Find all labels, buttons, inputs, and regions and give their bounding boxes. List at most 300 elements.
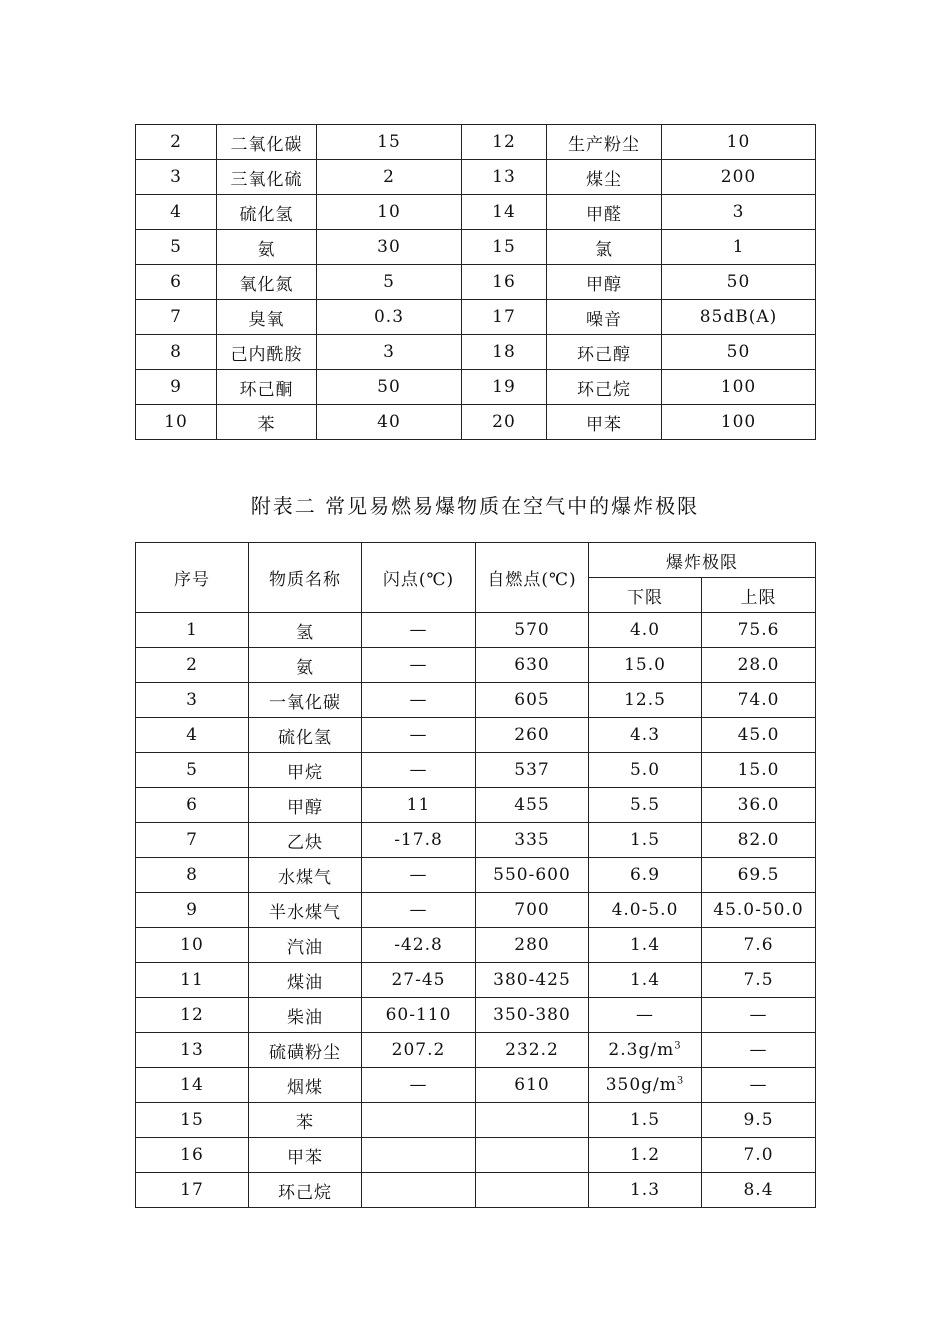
table-cell bbox=[476, 788, 589, 823]
cell-value: 12 bbox=[180, 1005, 204, 1025]
table-cell bbox=[462, 370, 547, 405]
cell-value: 三氧化硫 bbox=[230, 169, 303, 190]
table-cell bbox=[136, 1173, 249, 1208]
cell-value: 环己烷 bbox=[278, 1182, 332, 1203]
cell-value: 5.5 bbox=[629, 795, 661, 815]
exposure-limits-table bbox=[135, 124, 816, 440]
table-cell bbox=[462, 335, 547, 370]
table-cell bbox=[589, 718, 702, 753]
table-cell bbox=[136, 788, 249, 823]
table-cell bbox=[476, 893, 589, 928]
table-cell bbox=[547, 300, 662, 335]
header-autoignition-point: 自燃点(℃) bbox=[476, 543, 589, 613]
table-cell bbox=[476, 613, 589, 648]
cell-value: — bbox=[409, 725, 428, 745]
table-cell bbox=[702, 718, 816, 753]
cell-value: 16 bbox=[180, 1145, 204, 1165]
table-cell bbox=[362, 998, 476, 1033]
cell-value: 100 bbox=[720, 412, 757, 432]
table-row bbox=[136, 300, 816, 335]
table-cell bbox=[462, 405, 547, 440]
cell-value: 15 bbox=[492, 237, 516, 257]
cell-value: 汽油 bbox=[287, 937, 323, 958]
cell-value: 4 bbox=[170, 202, 182, 222]
table-row bbox=[136, 405, 816, 440]
table-cell bbox=[662, 405, 816, 440]
table-cell bbox=[136, 405, 217, 440]
cell-value: 15.0 bbox=[624, 655, 666, 675]
table-cell bbox=[317, 160, 462, 195]
table-cell bbox=[589, 1103, 702, 1138]
table-cell bbox=[476, 648, 589, 683]
cell-value: — bbox=[749, 1040, 768, 1060]
table-cell bbox=[249, 753, 362, 788]
table-cell bbox=[362, 648, 476, 683]
table-cell bbox=[249, 998, 362, 1033]
table-cell bbox=[589, 823, 702, 858]
table-cell bbox=[249, 823, 362, 858]
table-cell bbox=[217, 125, 317, 160]
cell-value: — bbox=[636, 1005, 654, 1025]
table-row bbox=[136, 1068, 816, 1103]
cell-value: 14 bbox=[492, 202, 516, 222]
table-cell bbox=[317, 265, 462, 300]
table-cell bbox=[136, 1068, 249, 1103]
cell-value: 己内酰胺 bbox=[230, 344, 303, 365]
table-cell bbox=[702, 1033, 816, 1068]
table-cell bbox=[702, 648, 816, 683]
table-row bbox=[136, 963, 816, 998]
table-cell bbox=[317, 335, 462, 370]
cell-value: 20 bbox=[492, 412, 516, 432]
table-cell bbox=[362, 893, 476, 928]
cell-value: 硫磺粉尘 bbox=[269, 1042, 341, 1063]
cell-value: 50 bbox=[726, 272, 751, 292]
table-cell bbox=[462, 265, 547, 300]
table-cell bbox=[547, 335, 662, 370]
table-row bbox=[136, 648, 816, 683]
cell-value: 11 bbox=[406, 795, 431, 815]
table-cell bbox=[476, 1138, 589, 1173]
cell-value: 14 bbox=[180, 1075, 204, 1095]
table-cell bbox=[317, 300, 462, 335]
cell-value: 100 bbox=[720, 377, 757, 397]
cell-value: — bbox=[409, 620, 428, 640]
header-flash-point: 闪点(℃) bbox=[362, 543, 476, 613]
cell-value: 3 bbox=[170, 167, 182, 187]
cell-value: 甲醇 bbox=[586, 274, 622, 295]
table-cell bbox=[217, 370, 317, 405]
cell-value: 40 bbox=[377, 412, 401, 432]
exposure-limits-table-body bbox=[136, 125, 816, 440]
table-cell bbox=[589, 963, 702, 998]
table-cell bbox=[249, 648, 362, 683]
cell-value: 45.0-50.0 bbox=[713, 900, 804, 920]
cell-value: 12 bbox=[492, 132, 516, 152]
table-cell bbox=[362, 1103, 476, 1138]
cell-value: 28.0 bbox=[737, 655, 780, 675]
cell-value: 5 bbox=[186, 760, 198, 780]
explosion-limits-table-header bbox=[136, 543, 816, 613]
cell-value: 75.6 bbox=[737, 620, 780, 640]
table-cell bbox=[547, 125, 662, 160]
cell-value: 煤油 bbox=[287, 972, 323, 993]
cell-value: 9.5 bbox=[743, 1110, 774, 1130]
table-cell bbox=[217, 195, 317, 230]
cell-value: 5 bbox=[170, 237, 182, 257]
table-cell bbox=[249, 858, 362, 893]
table-cell bbox=[589, 648, 702, 683]
cell-value: 氨 bbox=[296, 657, 314, 678]
table-row bbox=[136, 1103, 816, 1138]
table-cell bbox=[136, 718, 249, 753]
table-cell bbox=[702, 1138, 816, 1173]
table-cell bbox=[136, 613, 249, 648]
table-row bbox=[136, 1173, 816, 1208]
cell-value: 环己酮 bbox=[239, 379, 294, 400]
cell-value: 8 bbox=[170, 342, 182, 362]
table-row bbox=[136, 683, 816, 718]
cell-value: 5.0 bbox=[629, 760, 661, 780]
table-cell bbox=[662, 160, 816, 195]
table-cell bbox=[136, 125, 217, 160]
cell-value: 85dB(A) bbox=[699, 307, 778, 327]
table-row bbox=[136, 1138, 816, 1173]
cell-value: 5 bbox=[383, 272, 395, 292]
unit-superscript: 3 bbox=[676, 1075, 685, 1087]
table-cell bbox=[702, 1173, 816, 1208]
table-cell bbox=[662, 230, 816, 265]
cell-value: 烟煤 bbox=[287, 1077, 323, 1098]
table-cell bbox=[362, 1068, 476, 1103]
cell-value: 17 bbox=[492, 307, 516, 327]
table-cell bbox=[136, 1103, 249, 1138]
table-cell bbox=[547, 195, 662, 230]
cell-value: 207.2 bbox=[391, 1040, 446, 1060]
table-cell bbox=[217, 300, 317, 335]
cell-value: — bbox=[409, 760, 428, 780]
cell-value: 半水煤气 bbox=[269, 902, 341, 923]
cell-value: 350-380 bbox=[493, 1005, 571, 1025]
table-cell bbox=[136, 893, 249, 928]
table-cell bbox=[589, 858, 702, 893]
cell-value: 1 bbox=[186, 620, 198, 640]
cell-value: 环己烷 bbox=[577, 379, 631, 400]
table-cell bbox=[662, 195, 816, 230]
table-cell bbox=[702, 1068, 816, 1103]
cell-value: 13 bbox=[180, 1040, 204, 1060]
cell-value: 4 bbox=[186, 725, 198, 745]
table-cell bbox=[249, 613, 362, 648]
cell-value: 9 bbox=[186, 900, 198, 920]
cell-value: 氯 bbox=[595, 239, 613, 260]
table-cell bbox=[476, 963, 589, 998]
cell-value: 232.2 bbox=[505, 1040, 559, 1060]
table-row bbox=[136, 613, 816, 648]
table-cell bbox=[136, 160, 217, 195]
cell-value: 50 bbox=[377, 377, 401, 397]
cell-value: 10 bbox=[726, 132, 751, 152]
cell-value: 8 bbox=[186, 865, 198, 885]
cell-value: 610 bbox=[514, 1075, 550, 1095]
table-cell bbox=[362, 928, 476, 963]
table-cell bbox=[462, 160, 547, 195]
cell-value: 260 bbox=[514, 725, 550, 745]
table-cell bbox=[136, 858, 249, 893]
table-cell bbox=[249, 928, 362, 963]
table-cell bbox=[362, 1138, 476, 1173]
table-cell bbox=[589, 1138, 702, 1173]
table-cell bbox=[136, 370, 217, 405]
header-explosion-limits: 爆炸极限 bbox=[589, 543, 816, 578]
header-no: 序号 bbox=[136, 543, 249, 613]
table-cell bbox=[462, 125, 547, 160]
table-cell bbox=[136, 753, 249, 788]
cell-value: 27-45 bbox=[391, 970, 446, 990]
cell-value: 2 bbox=[186, 655, 198, 675]
cell-value: 3 bbox=[732, 202, 745, 222]
table-cell bbox=[702, 753, 816, 788]
table-cell bbox=[462, 230, 547, 265]
table-cell bbox=[317, 195, 462, 230]
cell-value: 0.3 bbox=[373, 307, 405, 327]
table-cell bbox=[317, 405, 462, 440]
cell-value: 生产粉尘 bbox=[568, 134, 640, 155]
table-cell bbox=[362, 963, 476, 998]
table-cell bbox=[136, 648, 249, 683]
cell-value: 537 bbox=[514, 760, 550, 780]
table-cell bbox=[702, 963, 816, 998]
table-row bbox=[136, 823, 816, 858]
table-cell bbox=[476, 718, 589, 753]
table-cell bbox=[476, 1068, 589, 1103]
cell-value: 10 bbox=[180, 935, 204, 955]
cell-value: 2 bbox=[383, 167, 395, 187]
table-cell bbox=[702, 858, 816, 893]
cell-value: 455 bbox=[514, 795, 550, 815]
table-cell bbox=[702, 1103, 816, 1138]
cell-value: 7 bbox=[186, 830, 198, 850]
cell-value: 硫化氢 bbox=[278, 727, 332, 748]
table-cell bbox=[702, 928, 816, 963]
header-upper-limit: 上限 bbox=[702, 578, 816, 613]
cell-value: 环己醇 bbox=[577, 344, 631, 365]
cell-value: — bbox=[409, 865, 428, 885]
table-cell bbox=[136, 963, 249, 998]
table-cell bbox=[589, 683, 702, 718]
cell-value: 30 bbox=[377, 237, 401, 257]
cell-value: 3 bbox=[186, 690, 198, 710]
table-cell bbox=[249, 963, 362, 998]
table-cell bbox=[362, 753, 476, 788]
table-cell bbox=[589, 1173, 702, 1208]
cell-value: 12.5 bbox=[624, 690, 666, 710]
cell-value: 苯 bbox=[296, 1112, 314, 1133]
cell-value: 74.0 bbox=[737, 690, 780, 710]
table-cell bbox=[362, 788, 476, 823]
cell-value: 605 bbox=[514, 690, 550, 710]
cell-value: 4.0-5.0 bbox=[611, 900, 679, 920]
cell-value: 苯 bbox=[257, 414, 276, 435]
cell-value: 6 bbox=[170, 272, 182, 292]
cell-value: 1.3 bbox=[629, 1180, 661, 1200]
table-cell bbox=[136, 928, 249, 963]
cell-value: 550-600 bbox=[493, 865, 571, 885]
cell-value: 13 bbox=[492, 167, 516, 187]
table-cell bbox=[249, 1068, 362, 1103]
table-cell bbox=[136, 335, 217, 370]
table-row bbox=[136, 753, 816, 788]
table-cell bbox=[249, 718, 362, 753]
table-cell bbox=[136, 823, 249, 858]
cell-value: 380-425 bbox=[493, 970, 571, 990]
table-row bbox=[136, 1033, 816, 1068]
cell-value: 8.4 bbox=[743, 1180, 774, 1200]
cell-value: 36.0 bbox=[737, 795, 780, 815]
cell-value: 335 bbox=[514, 830, 550, 850]
table-row bbox=[136, 858, 816, 893]
cell-value: — bbox=[749, 1075, 768, 1095]
cell-value: 15.0 bbox=[737, 760, 780, 780]
cell-value: -17.8 bbox=[394, 830, 443, 850]
table-cell bbox=[476, 858, 589, 893]
cell-value: 硫化氢 bbox=[239, 204, 294, 225]
table-cell bbox=[317, 370, 462, 405]
table-cell bbox=[249, 1173, 362, 1208]
cell-value: 氨 bbox=[257, 239, 276, 260]
table-cell bbox=[589, 893, 702, 928]
table-cell bbox=[136, 230, 217, 265]
table-row bbox=[136, 370, 816, 405]
explosion-limits-table bbox=[135, 542, 816, 1208]
table-cell bbox=[362, 1033, 476, 1068]
cell-value: 1.2 bbox=[629, 1145, 661, 1165]
cell-value: 570 bbox=[514, 620, 550, 640]
table-cell bbox=[217, 405, 317, 440]
table-cell bbox=[476, 753, 589, 788]
table-cell bbox=[476, 1173, 589, 1208]
cell-value: 45.0 bbox=[737, 725, 780, 745]
table-row bbox=[136, 335, 816, 370]
cell-value: 50 bbox=[726, 342, 751, 362]
cell-value: 乙炔 bbox=[287, 832, 323, 853]
cell-value: 煤尘 bbox=[586, 169, 622, 190]
cell-value: 7.0 bbox=[743, 1145, 774, 1165]
table-cell bbox=[662, 125, 816, 160]
cell-value: 7.5 bbox=[743, 970, 774, 990]
cell-value: 甲苯 bbox=[287, 1147, 323, 1168]
table-row bbox=[136, 893, 816, 928]
cell-value: 3 bbox=[383, 342, 395, 362]
cell-value: 16 bbox=[492, 272, 516, 292]
cell-value: 氧化氮 bbox=[239, 274, 294, 295]
table-cell bbox=[547, 265, 662, 300]
cell-value: 10 bbox=[164, 412, 188, 432]
cell-value: 350g/m bbox=[605, 1075, 677, 1095]
cell-value: 69.5 bbox=[737, 865, 780, 885]
table-cell bbox=[547, 230, 662, 265]
table-cell bbox=[136, 265, 217, 300]
cell-value: 7.6 bbox=[743, 935, 774, 955]
cell-value: 9 bbox=[170, 377, 182, 397]
table-cell bbox=[476, 683, 589, 718]
cell-value: 7 bbox=[170, 307, 182, 327]
table-cell bbox=[589, 753, 702, 788]
table-row bbox=[136, 788, 816, 823]
cell-value: -42.8 bbox=[394, 935, 443, 955]
cell-value: — bbox=[749, 1005, 768, 1025]
table-row bbox=[136, 928, 816, 963]
table2-title: 附表二 常见易燃易爆物质在空气中的爆炸极限 bbox=[250, 494, 700, 518]
table-cell bbox=[217, 160, 317, 195]
table-row bbox=[136, 230, 816, 265]
cell-value: — bbox=[409, 900, 428, 920]
table-cell bbox=[662, 370, 816, 405]
explosion-limits-table-body bbox=[136, 613, 816, 1208]
header-lower-limit: 下限 bbox=[589, 578, 702, 613]
table-cell bbox=[249, 1138, 362, 1173]
table-cell bbox=[702, 788, 816, 823]
table-cell bbox=[589, 998, 702, 1033]
cell-value: 2.3g/m bbox=[608, 1040, 675, 1060]
cell-value: 甲醛 bbox=[586, 204, 622, 225]
cell-value: 4.3 bbox=[629, 725, 661, 745]
table-cell bbox=[362, 718, 476, 753]
cell-value: 臭氧 bbox=[248, 309, 285, 330]
table-row bbox=[136, 265, 816, 300]
cell-value: 1.5 bbox=[629, 1110, 661, 1130]
table-cell bbox=[217, 265, 317, 300]
cell-value: 11 bbox=[180, 970, 204, 990]
table-cell bbox=[249, 1103, 362, 1138]
table-cell bbox=[136, 300, 217, 335]
table-cell bbox=[702, 683, 816, 718]
cell-value: 1.4 bbox=[629, 935, 661, 955]
table-cell bbox=[589, 1068, 702, 1103]
cell-value: 噪音 bbox=[586, 309, 622, 330]
table-cell bbox=[217, 335, 317, 370]
cell-value: 柴油 bbox=[287, 1007, 323, 1028]
cell-value: 82.0 bbox=[737, 830, 780, 850]
table-cell bbox=[702, 613, 816, 648]
cell-value: 10 bbox=[377, 202, 401, 222]
cell-value: 4.0 bbox=[629, 620, 661, 640]
cell-value: 280 bbox=[514, 935, 550, 955]
table-cell bbox=[547, 160, 662, 195]
table-cell bbox=[362, 613, 476, 648]
table-cell bbox=[662, 300, 816, 335]
table-cell bbox=[317, 230, 462, 265]
cell-value: 二氧化碳 bbox=[230, 134, 303, 155]
cell-value: 水煤气 bbox=[278, 867, 332, 888]
table-row bbox=[136, 195, 816, 230]
table-cell bbox=[362, 1173, 476, 1208]
table-cell bbox=[136, 195, 217, 230]
table-row bbox=[136, 998, 816, 1033]
table-cell bbox=[249, 683, 362, 718]
table-cell bbox=[249, 1033, 362, 1068]
table-cell bbox=[702, 893, 816, 928]
cell-value: 18 bbox=[492, 342, 516, 362]
cell-value: 1.4 bbox=[629, 970, 661, 990]
cell-value: 200 bbox=[720, 167, 757, 187]
cell-value: 700 bbox=[514, 900, 550, 920]
table-cell bbox=[589, 613, 702, 648]
table-cell bbox=[702, 823, 816, 858]
table-row bbox=[136, 125, 816, 160]
header-name: 物质名称 bbox=[249, 543, 362, 613]
cell-value: 2 bbox=[170, 132, 182, 152]
